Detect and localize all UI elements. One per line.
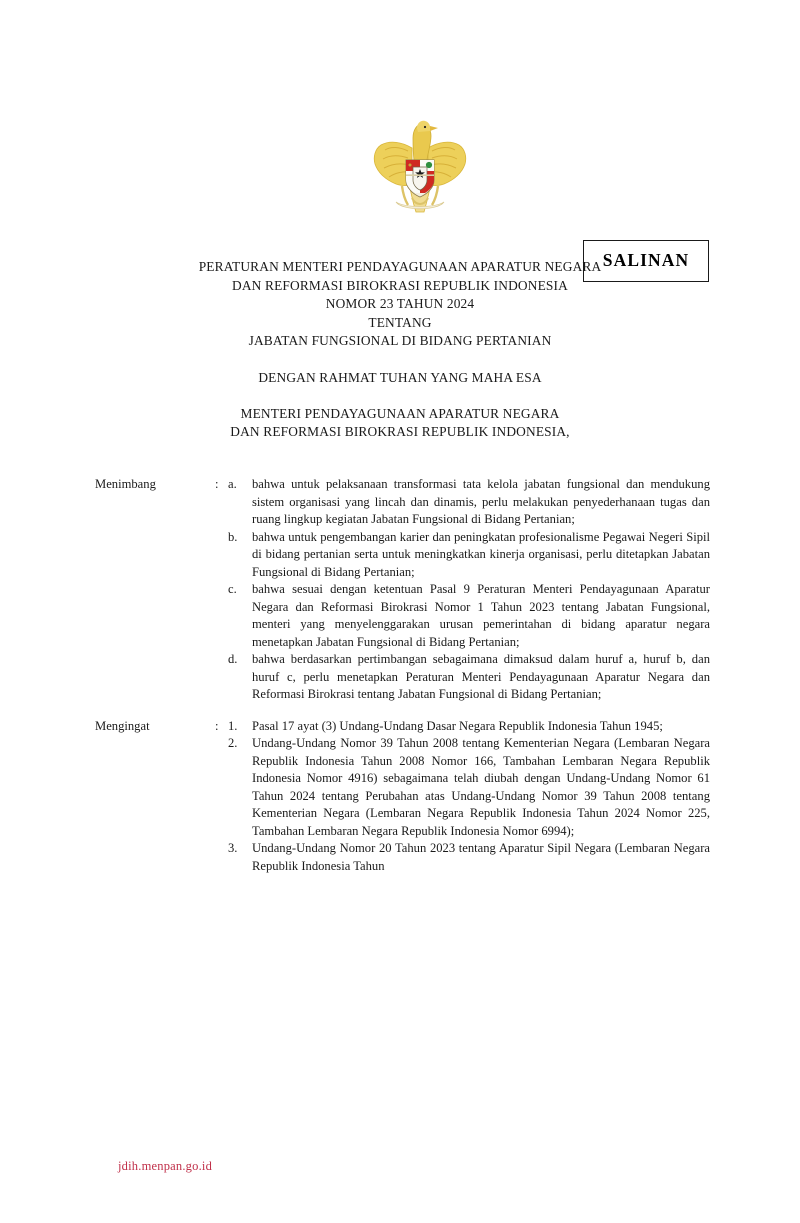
title-line-2: DAN REFORMASI BIROKRASI REPUBLIK INDONESIA: [232, 277, 568, 293]
clause-item: [0, 718, 800, 736]
title-line-number: NOMOR 23 TAHUN 2024: [325, 296, 475, 312]
clause-text: Undang-Undang Nomor 39 Tahun 2008 tentang Kementerian Negara (Lembaran Negara Republik Indonesia Tahun 2008 Nomor 166, Tambahan Lembaran Negara Republik Indonesia Nomor 4916) sebagaimana telah diubah dengan Undang-Undang Nomor 61 Tahun 2024 tentang Perubahan atas Undang-Undang Nomor 39 Tahun 2008 tentang Kementerian Negara (Lembaran Negara Republik Indonesia Tahun 2024 Nomor 225, Tambahan Lembaran Negara Republik Indonesia Nomor 6994);: [252, 736, 710, 838]
invocation-line: DENGAN RAHMAT TUHAN YANG MAHA ESA: [258, 369, 542, 385]
clause-item: [0, 651, 800, 704]
clause-marker: 1.: [228, 718, 238, 733]
clause-label-mengingat: Mengingat: [95, 718, 150, 733]
title-line-1: PERATURAN MENTERI PENDAYAGUNAAN APARATUR NEGARA: [198, 259, 602, 274]
clause-text: bahwa berdasarkan pertimbangan sebagaimana dimaksud dalam huruf a, huruf b, dan huruf c, perlu menetapkan Peraturan Menteri Pendayagunaan Aparatur Negara dan Reformasi Birokrasi tentang Jabatan Fungsional di Bidang Pertanian;: [252, 652, 710, 701]
document-title-block: [100, 258, 700, 442]
clause-text: bahwa sesuai dengan ketentuan Pasal 9 Peraturan Menteri Pendayagunaan Aparatur Negara dan Reformasi Birokrasi Nomor 1 Tahun 2023 tentang Jabatan Fungsional, menteri yang menyelenggarakan urusan pemerintahan di bidang aparatur negara menetapkan Jabatan Fungsional di Bidang Pertanian;: [252, 582, 710, 649]
clause-item: [0, 735, 800, 840]
clause-text: Pasal 17 ayat (3) Undang-Undang Dasar Negara Republik Indonesia Tahun 1945;: [252, 718, 663, 733]
clause-marker: 2.: [228, 736, 238, 750]
garuda-pancasila-emblem: [372, 118, 468, 216]
clause-marker: b.: [228, 529, 238, 544]
clause-marker: a.: [228, 477, 237, 491]
document-body: [0, 476, 800, 875]
clause-block-mengingat: [0, 718, 800, 876]
authority-line-2: DAN REFORMASI BIROKRASI REPUBLIK INDONESIA,: [230, 424, 570, 440]
clause-item: [0, 840, 800, 875]
title-line-tentang: TENTANG: [368, 314, 432, 330]
clause-label-menimbang: Menimbang: [95, 477, 156, 491]
title-spacer-1: [100, 351, 700, 369]
title-line-subject: JABATAN FUNGSIONAL DI BIDANG PERTANIAN: [248, 333, 552, 349]
clause-text: bahwa untuk pengembangan karier dan peningkatan profesionalisme Pegawai Negeri Sipil di bidang pertanian serta untuk meningkatkan kinerja organisasi, perlu ditetapkan Jabatan Fungsional di Bidang Pertanian;: [252, 529, 710, 579]
clause-item: [0, 476, 800, 529]
clause-colon: :: [215, 718, 219, 733]
clause-colon: :: [215, 477, 219, 491]
clause-marker: c.: [228, 582, 237, 596]
clause-item: [0, 581, 800, 651]
clause-item: [0, 529, 800, 582]
footer-watermark: jdih.menpan.go.id: [118, 1159, 213, 1173]
clause-marker: 3.: [228, 841, 238, 855]
title-spacer-2: [100, 388, 700, 405]
salinan-label: SALINAN: [602, 250, 690, 271]
clause-marker: d.: [228, 652, 238, 666]
clause-text: Undang-Undang Nomor 20 Tahun 2023 tentang Aparatur Sipil Negara (Lembaran Negara Republik Indonesia Tahun: [252, 841, 710, 873]
clause-block-menimbang: [0, 476, 800, 704]
clause-text: bahwa untuk pelaksanaan transformasi tata kelola jabatan fungsional dan mendukung sistem organisasi yang lincah dan dinamis, perlu melakukan penyederhanaan tugas dan ruang lingkup kegiatan Jabatan Fungsional di Bidang Pertanian;: [252, 477, 710, 526]
authority-line-1: MENTERI PENDAYAGUNAAN APARATUR NEGARA: [240, 405, 560, 421]
